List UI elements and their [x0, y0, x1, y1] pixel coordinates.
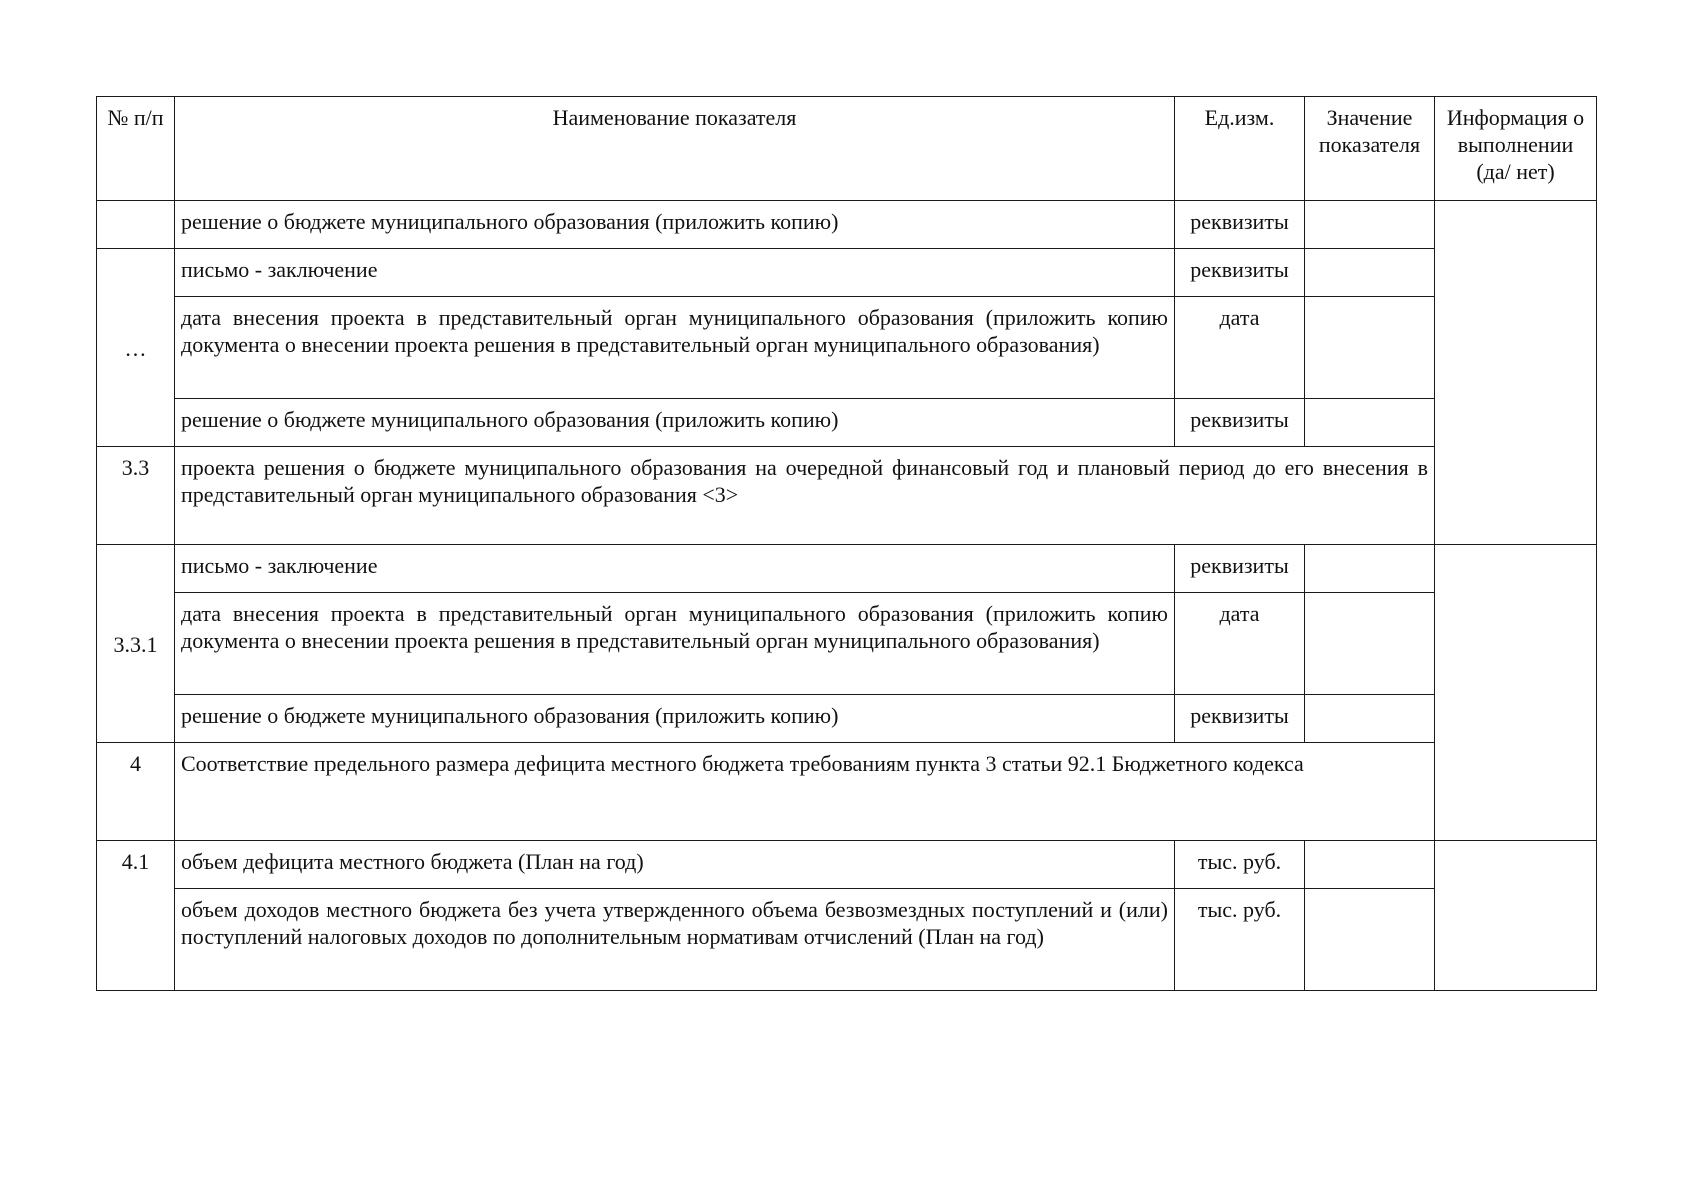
info-cell [1435, 201, 1597, 545]
table-header-row [97, 97, 1597, 201]
header-value: Значение показателя [1305, 97, 1435, 201]
row-unit: реквизиты [1175, 249, 1305, 297]
row-num: 4.1 [97, 841, 175, 991]
section-row [97, 447, 1597, 545]
info-cell [1435, 545, 1597, 841]
row-name: решение о бюджете муниципального образования (приложить копию) [175, 695, 1175, 743]
table-row [97, 399, 1597, 447]
row-name: решение о бюджете муниципального образования (приложить копию) [175, 201, 1175, 249]
row-value-cell [1305, 889, 1435, 991]
table-row [97, 593, 1597, 695]
section-num: 4 [97, 743, 175, 841]
row-value-cell [1305, 297, 1435, 399]
row-name: письмо - заключение [175, 249, 1175, 297]
row-unit: реквизиты [1175, 695, 1305, 743]
row-unit: дата [1175, 593, 1305, 695]
header-unit: Ед.изм. [1175, 97, 1305, 201]
row-name: дата внесения проекта в представительный орган муниципального образования (приложить копию документа о внесении проекта решения в представительный орган муниципального образования) [175, 593, 1175, 695]
row-value-cell [1305, 593, 1435, 695]
row-num: 3.3.1 [97, 545, 175, 743]
row-name: решение о бюджете муниципального образования (приложить копию) [175, 399, 1175, 447]
info-cell [1435, 841, 1597, 991]
table-row [97, 297, 1597, 399]
section-title: Соответствие предельного размера дефицита местного бюджета требованиям пункта 3 статьи 92.1 Бюджетного кодекса [175, 743, 1435, 841]
row-unit: реквизиты [1175, 545, 1305, 593]
row-unit: тыс. руб. [1175, 889, 1305, 991]
row-name: письмо - заключение [175, 545, 1175, 593]
table-row [97, 841, 1597, 889]
row-value-cell [1305, 201, 1435, 249]
table-row [97, 695, 1597, 743]
header-num: № п/п [97, 97, 175, 201]
section-num: 3.3 [97, 447, 175, 545]
row-unit: дата [1175, 297, 1305, 399]
table-row [97, 249, 1597, 297]
table-row [97, 201, 1597, 249]
row-value-cell [1305, 545, 1435, 593]
row-name: объем дефицита местного бюджета (План на год) [175, 841, 1175, 889]
header-name: Наименование показателя [175, 97, 1175, 201]
row-name: дата внесения проекта в представительный орган муниципального образования (приложить копию документа о внесении проекта решения в представительный орган муниципального образования) [175, 297, 1175, 399]
row-unit: тыс. руб. [1175, 841, 1305, 889]
section-title: проекта решения о бюджете муниципального образования на очередной финансовый год и плановый период до его внесения в представительный орган муниципального образования <3> [175, 447, 1435, 545]
header-info: Информация о выполнении (да/ нет) [1435, 97, 1597, 201]
table-row [97, 545, 1597, 593]
row-value-cell [1305, 695, 1435, 743]
row-name: объем доходов местного бюджета без учета утвержденного объема безвозмездных поступлений и (или) поступлений налоговых доходов по дополнительным нормативам отчислений (План на год) [175, 889, 1175, 991]
row-value-cell [1305, 399, 1435, 447]
section-row [97, 743, 1597, 841]
row-value-cell [1305, 841, 1435, 889]
row-unit: реквизиты [1175, 399, 1305, 447]
row-num-cell [97, 201, 175, 249]
indicators-table [96, 96, 1597, 991]
row-unit: реквизиты [1175, 201, 1305, 249]
row-num: … [97, 249, 175, 447]
row-value-cell [1305, 249, 1435, 297]
table-row [97, 889, 1597, 991]
